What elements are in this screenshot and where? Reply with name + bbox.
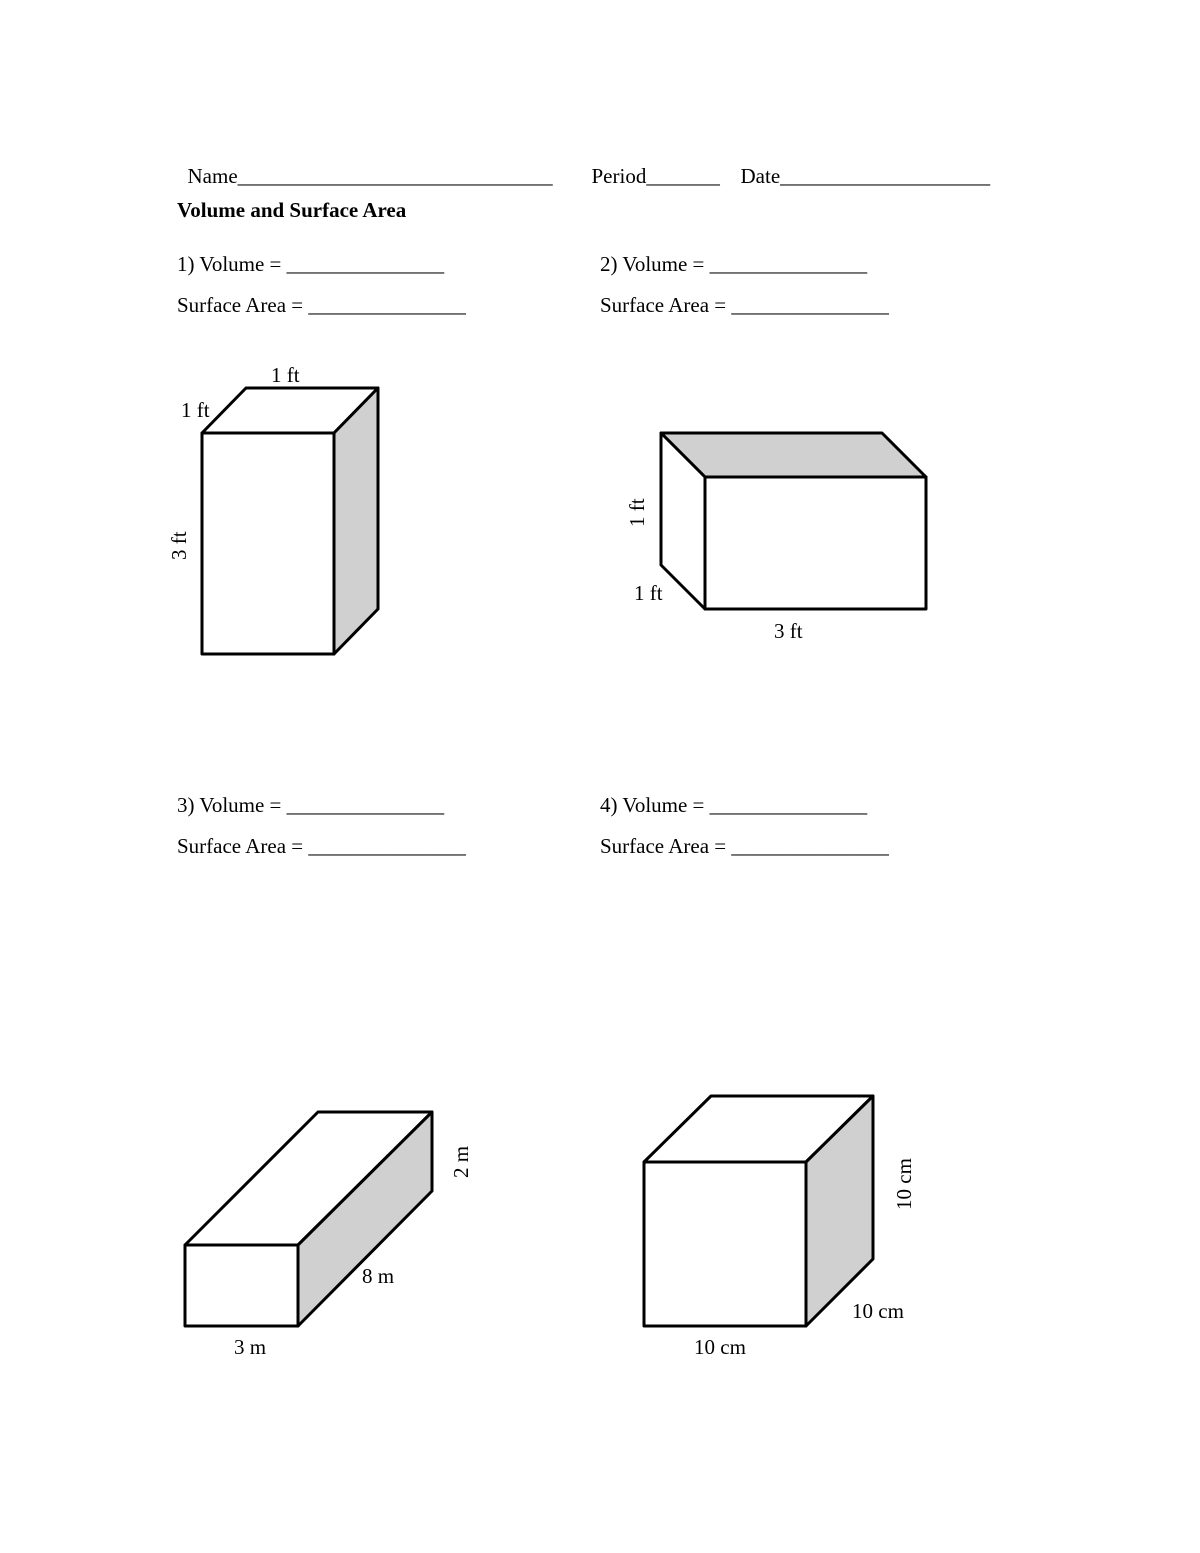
problem-2-surface-area[interactable]: Surface Area = _______________ xyxy=(600,293,889,317)
problem-1-volume[interactable]: 1) Volume = _______________ xyxy=(177,252,445,276)
prism-2-width-label: 3 ft xyxy=(774,619,803,643)
prism-3-front-face xyxy=(185,1245,298,1326)
prism-1-height-label: 3 ft xyxy=(167,531,191,560)
prism-4-front-face xyxy=(644,1162,806,1326)
problem-3-volume[interactable]: 3) Volume = _______________ xyxy=(177,793,445,817)
prism-3-width-label: 3 m xyxy=(234,1335,267,1359)
problem-2-volume[interactable]: 2) Volume = _______________ xyxy=(600,252,868,276)
prism-4-width-label: 10 cm xyxy=(694,1335,746,1359)
prism-4 xyxy=(644,1096,916,1359)
prism-2-top-face xyxy=(661,433,926,477)
prism-2-front-face xyxy=(705,477,926,609)
prism-1-depth-label: 1 ft xyxy=(181,398,210,422)
prism-3 xyxy=(185,1112,473,1359)
prism-3-depth-label: 8 m xyxy=(362,1264,395,1288)
problem-4-surface-area[interactable]: Surface Area = _______________ xyxy=(600,834,889,858)
prism-2-height-label: 1 ft xyxy=(625,498,649,527)
name-blank[interactable]: ______________________________ xyxy=(237,164,553,188)
date-blank[interactable]: ____________________ xyxy=(780,164,991,188)
period-blank[interactable]: _______ xyxy=(646,164,720,188)
period-text: Period xyxy=(591,164,647,188)
prism-2 xyxy=(625,433,926,643)
prism-4-height-label: 10 cm xyxy=(892,1158,916,1210)
problem-1-surface-area[interactable]: Surface Area = _______________ xyxy=(177,293,466,317)
problem-4-volume[interactable]: 4) Volume = _______________ xyxy=(600,793,868,817)
prism-4-depth-label: 10 cm xyxy=(852,1299,904,1323)
worksheet-title: Volume and Surface Area xyxy=(177,198,407,222)
prism-3-height-label: 2 m xyxy=(449,1145,473,1178)
prism-1-side-face xyxy=(334,388,378,654)
date-text: Date xyxy=(740,164,781,188)
prism-1-front-face xyxy=(202,433,334,654)
prism-1-top-label: 1 ft xyxy=(271,363,300,387)
name-text: Name xyxy=(187,164,238,188)
problem-3-surface-area[interactable]: Surface Area = _______________ xyxy=(177,834,466,858)
prism-1 xyxy=(167,363,378,654)
prism-2-depth-label: 1 ft xyxy=(634,581,663,605)
